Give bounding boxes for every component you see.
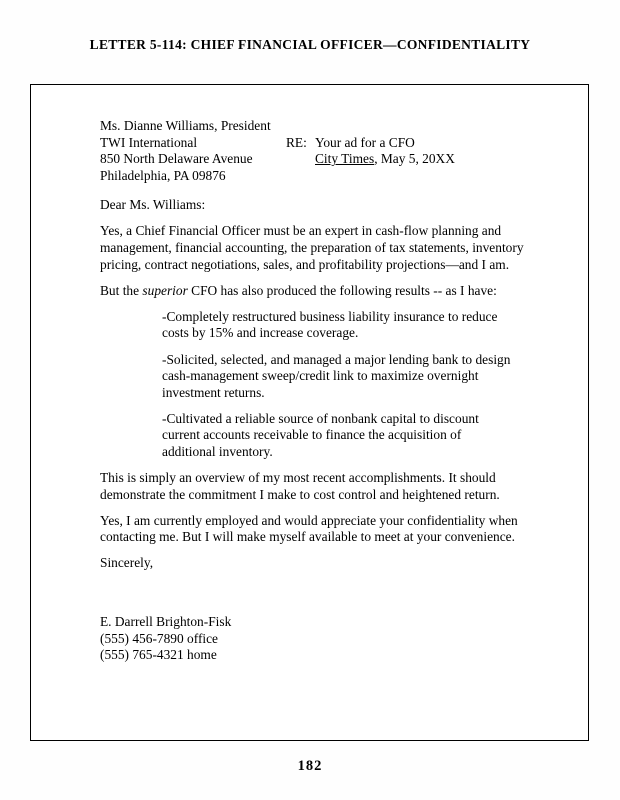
letter-paragraph: Yes, I am currently employed and would appreciate your confidentiality when contacting me. But I will make myself available to meet at your convenience. [100,512,518,545]
letter-content [31,85,588,664]
recipient-line: TWI International [100,134,198,150]
re-block [286,135,455,168]
re-publication-line [315,151,455,168]
salutation: Dear Ms. Williams: [100,197,206,213]
re-line-subject [286,135,455,152]
letter-title: LETTER 5-114: CHIEF FINANCIAL OFFICER—CONFIDENTIALITY [89,37,531,52]
re-label-spacer [286,151,315,168]
letter-paragraph: This is simply an overview of my most recent accomplishments. It should demonstrate the commitment I make to cost control and heightened return. [100,470,500,502]
letter-paragraph: Yes, a Chief Financial Officer must be an expert in cash-flow planning and management, financial accounting, the preparation of tax statements, inventory pricing, contract negotiations, sales, and profitability projections—and I am. [100,223,524,272]
re-publication: City Times [315,151,375,167]
recipient-line: 850 North Delaware Avenue [100,151,253,167]
closing: Sincerely, [100,555,154,571]
re-label: RE: [286,134,307,150]
letter-header [100,118,560,184]
re-subject: Your ad for a CFO [315,134,415,150]
page-number: 182 [297,758,323,774]
recipient-line: Ms. Dianne Williams, President [100,118,271,133]
signature-phone-home: (555) 765-4321 home [100,647,217,663]
paragraph2-italic: superior [142,282,188,298]
bullet-item: -Completely restructured business liability insurance to reduce costs by 15% and increase coverage. [162,308,498,341]
re-date: , May 5, 20XX [374,151,455,167]
recipient-line: Philadelphia, PA 09876 [100,167,226,183]
bullet-item: -Solicited, selected, and managed a major lending bank to design cash-management sweep/credit link to maximize overnight investment returns. [162,351,511,400]
paragraph2-post: CFO has also produced the following results -- as I have: [187,282,497,298]
bullet-item: -Cultivated a reliable source of nonbank capital to discount current accounts receivable to finance the acquisition of additional inventory. [162,410,479,459]
paragraph2-pre: But the [100,282,143,298]
letter-box [30,84,589,741]
signature-phone-office: (555) 456-7890 office [100,630,219,646]
re-line-publication [286,151,455,168]
signature-name: E. Darrell Brighton-Fisk [100,614,232,630]
letter-paragraph [100,283,530,300]
signature-block [100,614,560,664]
